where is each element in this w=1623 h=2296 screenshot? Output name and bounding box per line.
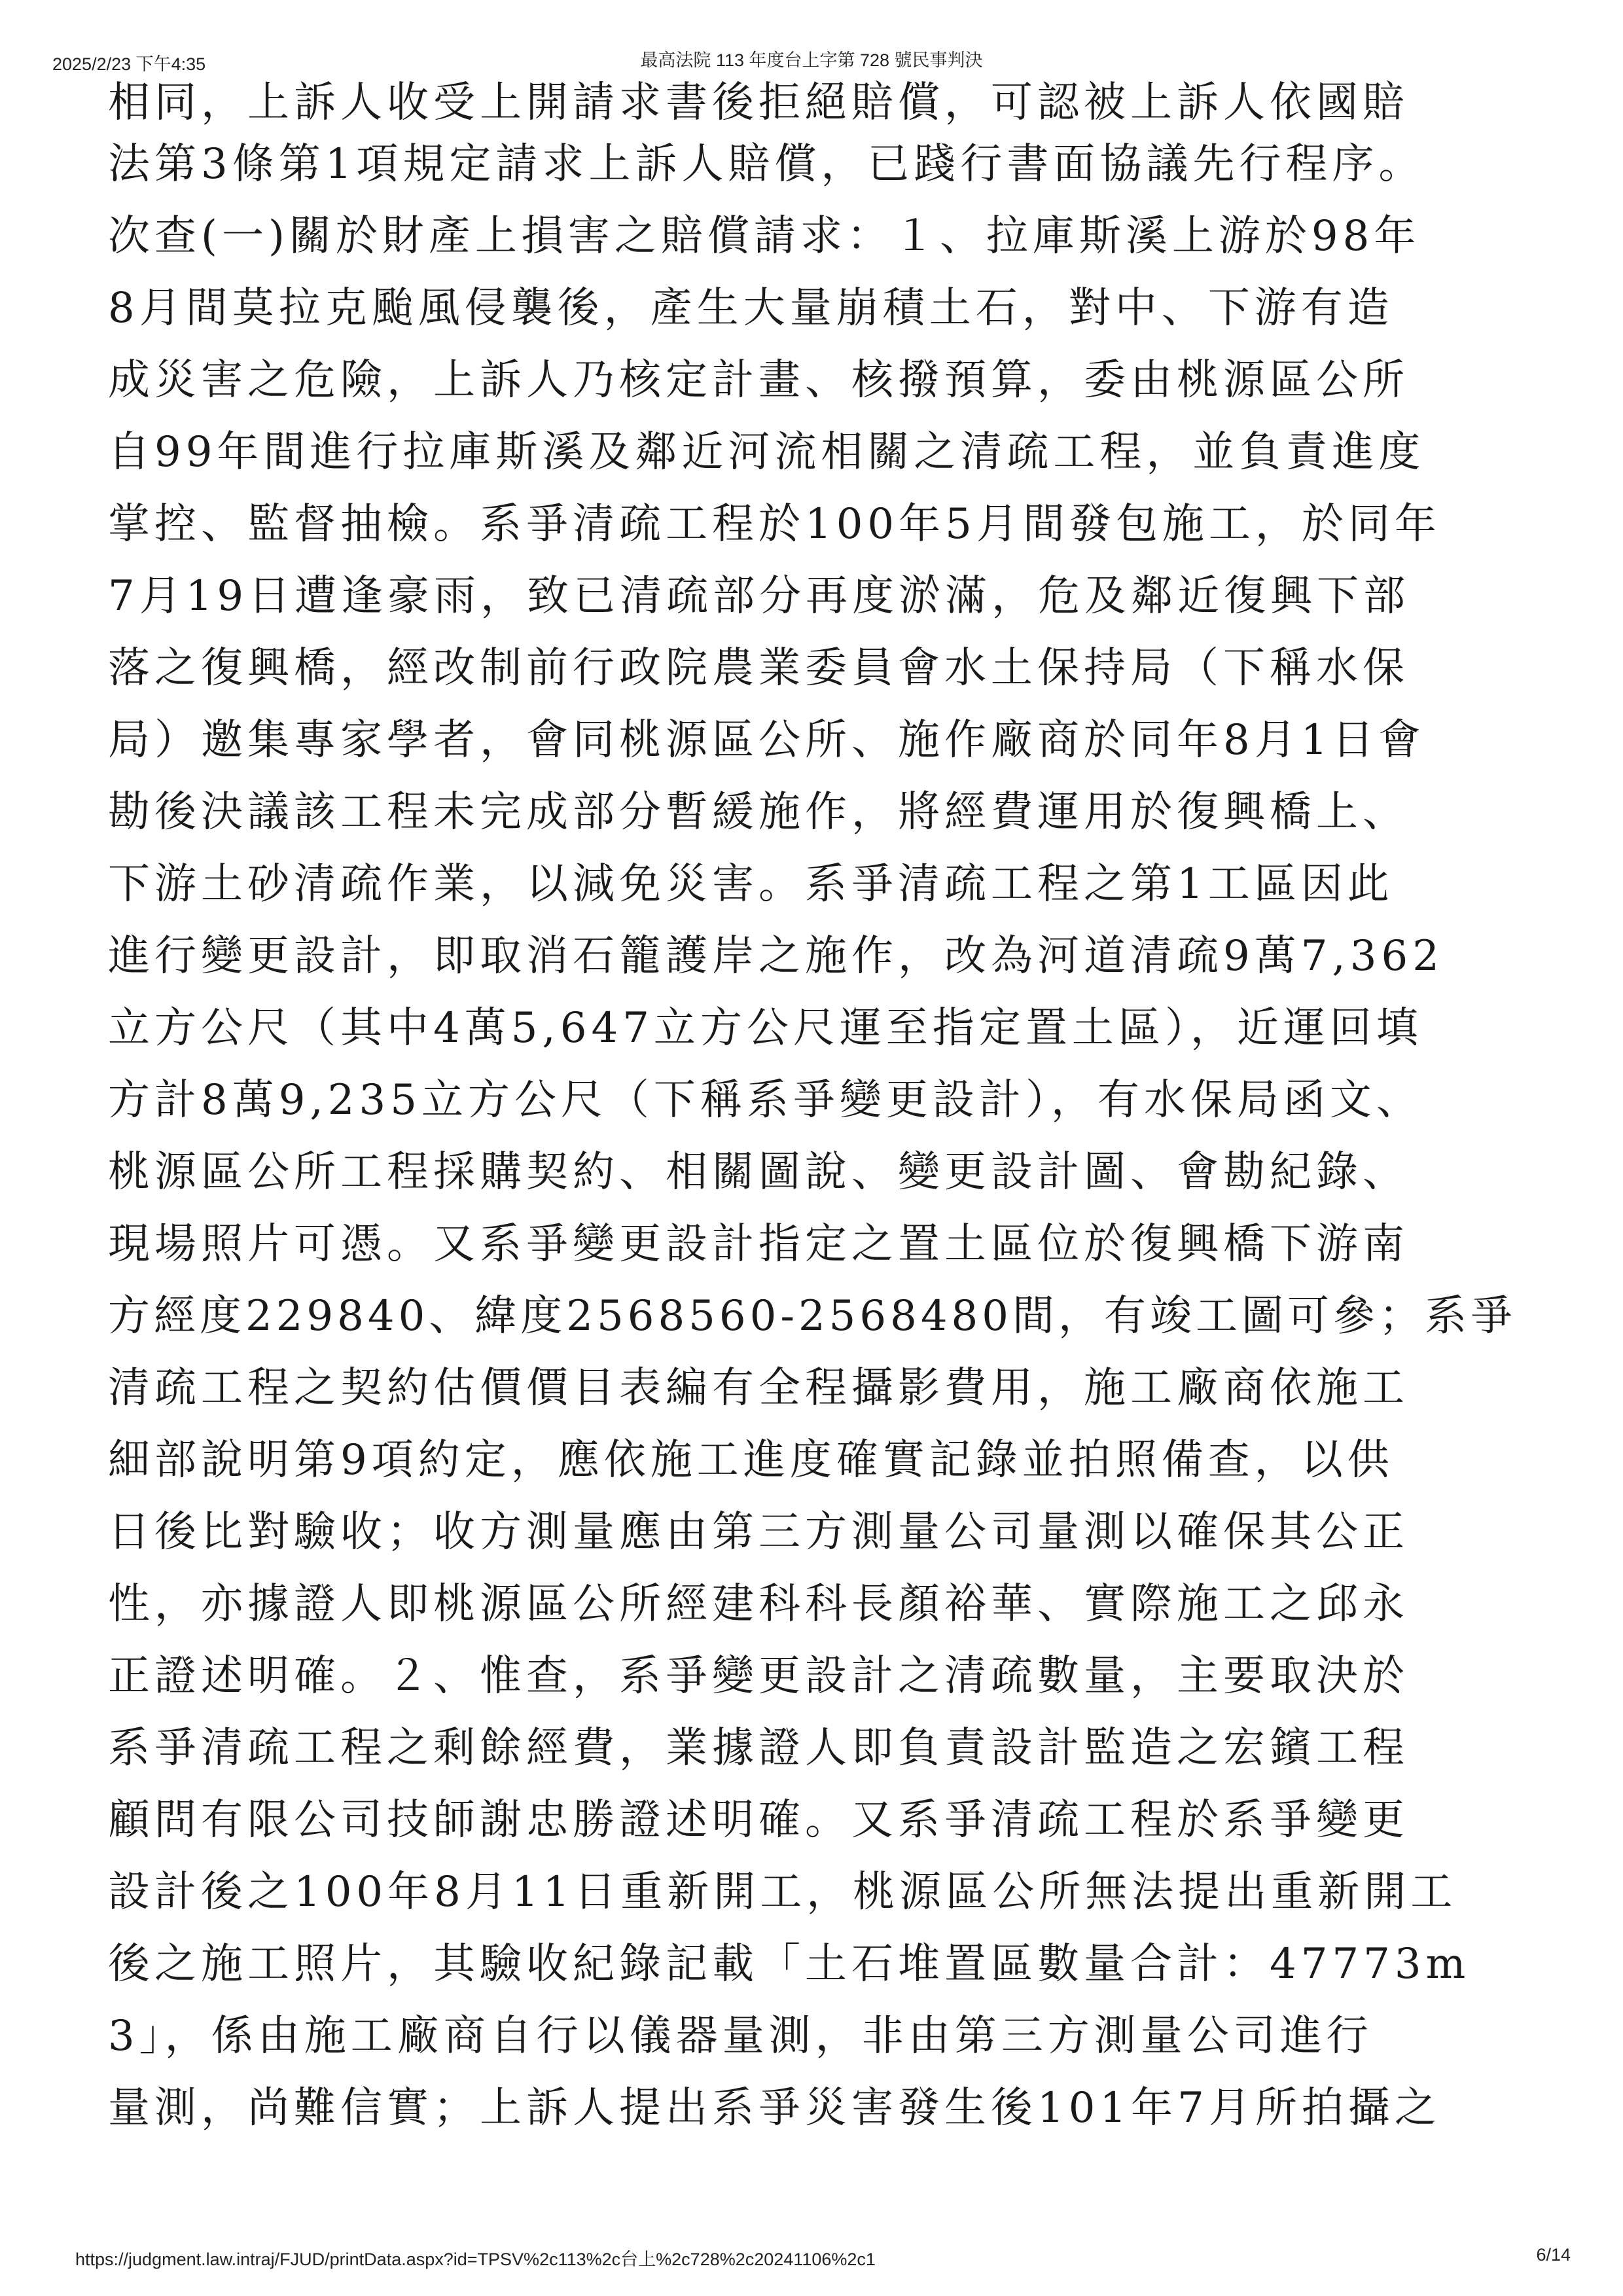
source-url: https://judgment.law.intraj/FJUD/printData.aspx?id=TPSV%2c113%2c台上%2c728%2c20241106%2c1 [75,2250,876,2269]
text-line: 局）邀集專家學者，會同桃源區公所、施作廠商於同年8月1日會 [108,716,1425,764]
text-line: 系爭清疏工程之剩餘經費，業據證人即負責設計監造之宏鑌工程 [108,1724,1409,1772]
text-line: 落之復興橋，經改制前行政院農業委員會水土保持局（下稱水保 [108,644,1409,692]
text-line: 正證述明確。２、惟查，系爭變更設計之清疏數量，主要取決於 [108,1652,1409,1700]
text-line: 相同，上訴人收受上開請求書後拒絕賠償，可認被上訴人依國賠 [108,79,1409,127]
text-line: 量測，尚難信實；上訴人提出系爭災害發生後101年7月所拍攝之 [108,2084,1441,2132]
document-title: 最高法院 113 年度台上字第 728 號民事判決 [640,50,983,70]
text-line: 進行變更設計，即取消石籠護岸之施作，改為河道清疏9萬7,362 [108,932,1444,980]
text-line: 3」，係由施工廠商自行以儀器量測，非由第三方測量公司進行 [108,2012,1373,2060]
text-line: 8月間莫拉克颱風侵襲後，產生大量崩積土石，對中、下游有造 [108,284,1394,332]
text-line: 桃源區公所工程採購契約、相關圖說、變更設計圖、會勘紀錄、 [108,1148,1409,1196]
text-line: 日後比對驗收；收方測量應由第三方測量公司量測以確保其公正 [108,1508,1409,1556]
text-line: 方計8萬9,235立方公尺（下稱系爭變更設計），有水保局函文、 [108,1076,1423,1124]
print-datetime: 2025/2/23 下午4:35 [52,54,206,74]
text-line: 設計後之100年8月11日重新開工，桃源區公所無法提出重新開工 [108,1868,1457,1916]
text-line: 立方公尺（其中4萬5,647立方公尺運至指定置土區），近運回填 [108,1004,1423,1052]
judgment-body-text [108,77,1535,2144]
text-line: 掌控、監督抽檢。系爭清疏工程於100年5月間發包施工，於同年 [108,500,1441,548]
text-line: 7月19日遭逢豪雨，致已清疏部分再度淤滿，危及鄰近復興下部 [108,572,1410,620]
text-line: 自99年間進行拉庫斯溪及鄰近河流相關之清疏工程，並負責進度 [108,428,1425,476]
page-header [0,46,1623,72]
text-line: 細部說明第9項約定，應依施工進度確實記錄並拍照備查，以供 [108,1436,1394,1484]
text-line: 成災害之危險，上訴人乃核定計畫、核撥預算，委由桃源區公所 [108,356,1409,404]
text-line: 清疏工程之契約估價價目表編有全程攝影費用，施工廠商依施工 [108,1364,1409,1412]
page-footer [0,2245,1623,2271]
text-line: 下游土砂清疏作業，以減免災害。系爭清疏工程之第1工區因此 [108,860,1394,908]
page-number: 6/14 [1536,2245,1571,2265]
text-line: 方經度229840、緯度2568560-2568480間，有竣工圖可參；系爭 [108,1292,1516,1340]
text-line: 法第3條第1項規定請求上訴人賠償，已踐行書面協議先行程序。 [108,140,1425,188]
text-line: 性，亦據證人即桃源區公所經建科科長顏裕華、實際施工之邱永 [108,1580,1409,1628]
text-line: 次查(一)關於財產上損害之賠償請求：１、拉庫斯溪上游於98年 [108,212,1421,260]
text-line: 現場照片可憑。又系爭變更設計指定之置土區位於復興橋下游南 [108,1220,1409,1268]
text-line: 勘後決議該工程未完成部分暫緩施作，將經費運用於復興橋上、 [108,788,1409,836]
text-line: 後之施工照片，其驗收紀錄記載「土石堆置區數量合計：47773m [108,1940,1471,1988]
text-line: 顧問有限公司技師謝忠勝證述明確。又系爭清疏工程於系爭變更 [108,1796,1409,1844]
